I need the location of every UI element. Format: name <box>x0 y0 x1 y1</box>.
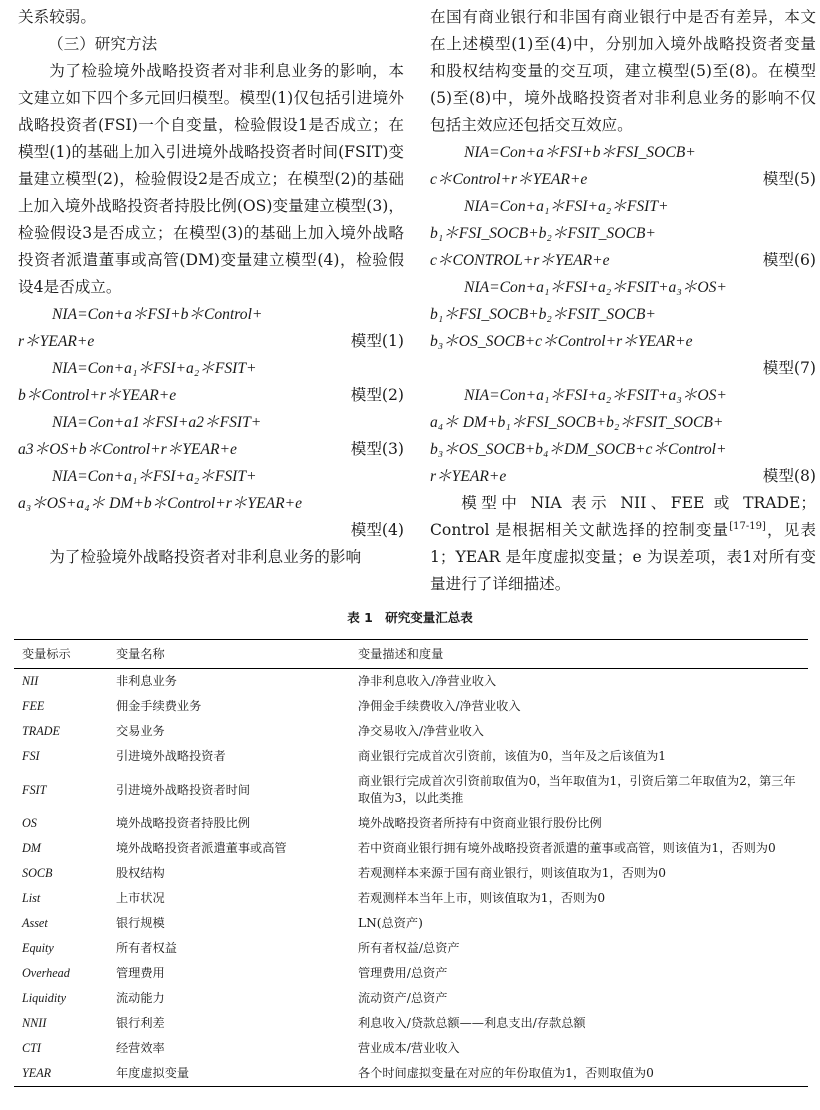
model-5-line-2: c＊Control+r＊YEAR+e 模型(5) <box>430 166 816 193</box>
table-row <box>14 1061 808 1087</box>
cell-name: 引进境外战略投资者 <box>116 749 226 763</box>
definition-paragraph: 模型中 NIA 表示 NII、FEE 或 TRADE；Control 是根据相关文献选择的控制变量[17-19]，见表1；YEAR 是年度虚拟变量；e 为误差项，表1对所有变量进行了详细描述。 <box>430 494 816 593</box>
cell-name: 经营效率 <box>116 1041 165 1055</box>
model-1-tag: 模型(1) <box>350 332 404 350</box>
model-6-line-1: NIA=Con+a₁＊FSI+a₂＊FSIT+ <box>464 198 669 215</box>
cell-description: 流动资产/总资产 <box>358 991 448 1005</box>
model-8-line-1: NIA=Con+a₁＊FSI+a₂＊FSIT+a₃＊OS+ <box>464 387 727 404</box>
model-2-line-1: NIA=Con+a₁＊FSI+a₂＊FSIT+ <box>52 360 257 377</box>
right-column <box>430 4 816 598</box>
cell-description: 若观测样本当年上市，则该值取为1，否则为0 <box>358 891 606 905</box>
table-row <box>14 719 808 744</box>
model-6-tag: 模型(6) <box>762 251 816 269</box>
cell-description: 净交易收入/净营业收入 <box>358 724 484 738</box>
table-row <box>14 936 808 961</box>
cell-symbol: FSIT <box>22 782 47 797</box>
model-3-tag: 模型(3) <box>350 440 404 458</box>
section-heading: （三）研究方法 <box>48 35 158 53</box>
model-3-line-2: a3＊OS+b＊Control+r＊YEAR+e 模型(3) <box>18 436 404 463</box>
model-5-tag: 模型(5) <box>762 170 816 188</box>
cell-name: 银行规模 <box>116 916 165 930</box>
cell-symbol: FEE <box>22 699 45 713</box>
table-row <box>14 744 808 769</box>
cell-symbol: Overhead <box>22 966 70 980</box>
intro-text: 关系较弱。 <box>18 8 96 26</box>
model-8-line-2: a₄＊ DM+b₁＊FSI_SOCB+b₂＊FSIT_SOCB+ <box>430 414 724 431</box>
cell-description: 商业银行完成首次引资前取值为0，当年取值为1，引资后第二年取值为2，第三年取值为3，以此类推 <box>358 774 796 805</box>
cell-symbol: Asset <box>22 916 48 930</box>
model-1-line-1: NIA=Con+a＊FSI+b＊Control+ <box>52 306 263 323</box>
cell-name: 银行利差 <box>116 1016 165 1030</box>
cell-description: 管理费用/总资产 <box>358 966 448 980</box>
model-2-tag: 模型(2) <box>350 386 404 404</box>
cell-symbol: OS <box>22 816 37 830</box>
table-row <box>14 811 808 836</box>
cell-description: 若中资商业银行拥有境外战略投资者派遣的董事或高管，则该值为1，否则为0 <box>358 841 776 855</box>
tail-paragraph: 为了检验境外战略投资者对非利息业务的影响 <box>49 548 362 566</box>
cell-description: LN(总资产) <box>358 916 423 930</box>
cell-name: 佣金手续费业务 <box>116 699 202 713</box>
cell-name: 引进境外战略投资者时间 <box>116 782 251 797</box>
cell-name: 境外战略投资者派遣董事或高管 <box>116 841 287 855</box>
table-row <box>14 669 808 695</box>
cell-description: 净非利息收入/净营业收入 <box>358 674 497 688</box>
model-6-line-2: b₁＊FSI_SOCB+b₂＊FSIT_SOCB+ <box>430 225 656 242</box>
cell-symbol: NII <box>22 674 39 688</box>
table-row <box>14 1036 808 1061</box>
cell-description: 若观测样本来源于国有商业银行，则该值取为1，否则为0 <box>358 866 667 880</box>
header-symbol: 变量标示 <box>14 640 108 669</box>
table-caption: 表 1 研究变量汇总表 <box>347 610 473 625</box>
cell-name: 上市状况 <box>116 891 165 905</box>
model-5-line-1: NIA=Con+a＊FSI+b＊FSI_SOCB+ <box>464 144 696 161</box>
table-row <box>14 911 808 936</box>
cell-name: 年度虚拟变量 <box>108 1061 350 1087</box>
cell-symbol: CTI <box>22 1041 41 1055</box>
citation-ref[interactable]: [17-19] <box>729 520 766 532</box>
cell-symbol: SOCB <box>22 866 53 880</box>
cell-symbol: DM <box>22 841 41 855</box>
table-row <box>14 886 808 911</box>
model-6-line-3: c＊CONTROL+r＊YEAR+e 模型(6) <box>430 247 816 274</box>
cell-name: 管理费用 <box>116 966 165 980</box>
table-row <box>14 986 808 1011</box>
model-4-line-1: NIA=Con+a₁＊FSI+a₂＊FSIT+ <box>52 468 257 485</box>
header-name: 变量名称 <box>108 640 350 669</box>
table-row <box>14 694 808 719</box>
cell-name: 非利息业务 <box>116 674 177 688</box>
cell-symbol: TRADE <box>22 724 60 738</box>
cell-name: 流动能力 <box>116 991 165 1005</box>
cell-symbol: FSI <box>22 749 40 763</box>
header-description: 变量描述和度量 <box>350 640 808 669</box>
left-column <box>18 4 404 571</box>
table-row <box>14 769 808 811</box>
table-row <box>14 961 808 986</box>
method-paragraph: 为了检验境外战略投资者对非利息业务的影响，本文建立如下四个多元回归模型。模型(1)仅包括引进境外战略投资者(FSI)一个自变量，检验假设1是否成立；在模型(1)的基础上加入引进境外战略投资者时间(FSIT)变量建立模型(2)，检验假设2是否成立；在模型(2)的基础上加入境外战略投资者持股比例(OS)变量建立模型(3)，检验假设3是否成立；在模型(3)的基础上加入境外战略投资者派遣董事或高管(DM)变量建立模型(4)，检验假设4是否成立。 <box>18 62 404 296</box>
table-row <box>14 836 808 861</box>
model-7-line-3: b₃＊OS_SOCB+c＊Control+r＊YEAR+e <box>430 333 693 350</box>
model-8-tag: 模型(8) <box>762 467 816 485</box>
cell-description: 商业银行完成首次引资前，该值为0，当年及之后该值为1 <box>358 749 667 763</box>
cell-description: 净佣金手续费收入/净营业收入 <box>358 699 521 713</box>
cell-name: 股权结构 <box>116 866 165 880</box>
cell-description: 所有者权益/总资产 <box>358 941 460 955</box>
model-3-line-1: NIA=Con+a1＊FSI+a2＊FSIT+ <box>52 414 262 431</box>
cell-description: 利息收入/贷款总额——利息支出/存款总额 <box>358 1016 586 1030</box>
model-4-line-2: a₃＊OS+a₄＊ DM+b＊Control+r＊YEAR+e <box>18 495 303 512</box>
model-8-line-4: r＊YEAR+e 模型(8) <box>430 463 816 490</box>
model-4-tag: 模型(4) <box>350 521 404 539</box>
model-2-line-2: b＊Control+r＊YEAR+e 模型(2) <box>18 382 404 409</box>
model-1-line-2: r＊YEAR+e 模型(1) <box>18 328 404 355</box>
model-7-tag: 模型(7) <box>762 359 816 377</box>
cell-symbol: Liquidity <box>22 991 67 1005</box>
table-header-row <box>14 640 808 669</box>
cell-name: 境外战略投资者持股比例 <box>116 816 251 830</box>
cell-name: 交易业务 <box>116 724 165 738</box>
cell-symbol: NNII <box>22 1016 47 1030</box>
cell-symbol: List <box>22 891 41 905</box>
model-7-line-2: b₁＊FSI_SOCB+b₂＊FSIT_SOCB+ <box>430 306 656 323</box>
cell-symbol: Equity <box>22 941 54 955</box>
model-8-line-3: b₃＊OS_SOCB+b₄＊DM_SOCB+c＊Control+ <box>430 441 727 458</box>
continuation-paragraph: 在国有商业银行和非国有商业银行中是否有差异，本文在上述模型(1)至(4)中，分别加入境外战略投资者变量和股权结构变量的交互项，建立模型(5)至(8)。在模型(5)至(8)中，境外战略投资者对非利息业务的影响不仅包括主效应还包括交互效应。 <box>430 8 816 134</box>
cell-description: 营业成本/营业收入 <box>358 1041 460 1055</box>
cell-symbol: YEAR <box>14 1061 108 1087</box>
model-7-line-1: NIA=Con+a₁＊FSI+a₂＊FSIT+a₃＊OS+ <box>464 279 727 296</box>
cell-description: 各个时间虚拟变量在对应的年份取值为1，否则取值为0 <box>350 1061 808 1087</box>
table-row <box>14 861 808 886</box>
cell-description: 境外战略投资者所持有中资商业银行股份比例 <box>358 816 602 830</box>
table-row <box>14 1011 808 1036</box>
variables-table <box>14 639 808 1087</box>
cell-name: 所有者权益 <box>116 941 177 955</box>
